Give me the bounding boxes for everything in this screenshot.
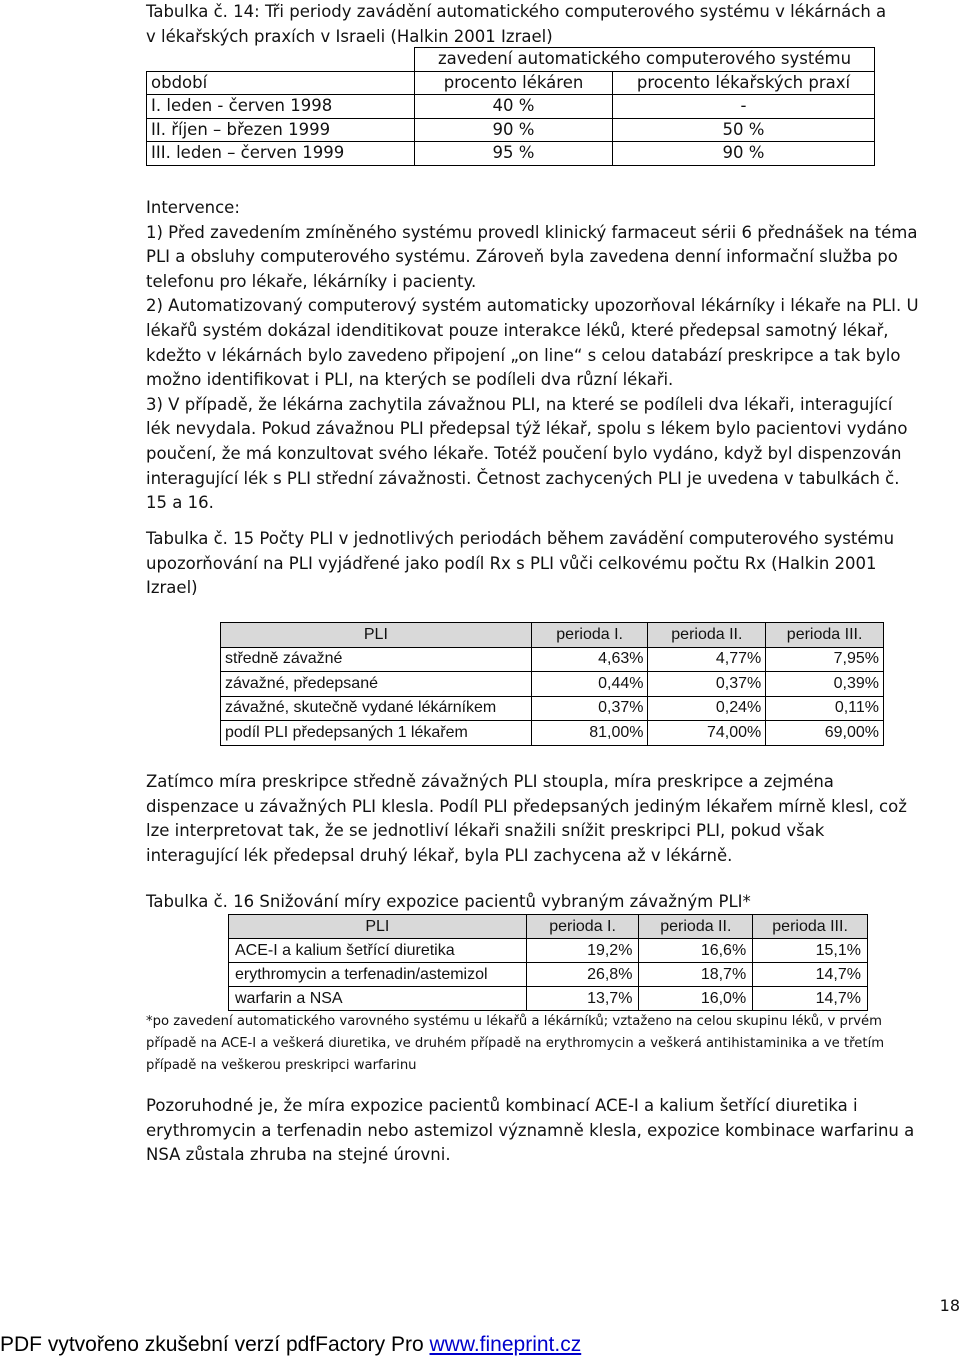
text-line: poučení, že má konzultovat svého lékaře. Totéž poučení bylo vydáno, když byl dispenzován <box>146 443 902 463</box>
table15-cell: 0,39% <box>766 672 884 697</box>
text-line: PLI a obsluhy computerového systému. Zároveň byla zavedena denní informační služba po <box>146 247 898 267</box>
table15-header-cell: perioda I. <box>531 623 648 648</box>
page-number: 18 <box>939 1296 960 1315</box>
table16-cell: 16,6% <box>639 939 753 963</box>
pdf-footer <box>0 1333 581 1357</box>
table16-cell: 18,7% <box>639 963 753 987</box>
table14-cell: I. leden - červen 1998 <box>147 95 415 119</box>
footnote-line: případě na veškerou preskripci warfarinu <box>146 1058 417 1073</box>
table-row <box>147 95 875 119</box>
table14-header-cell: procento lékařských praxí <box>613 71 875 95</box>
table14-title-line: Tabulka č. 14: Tři periody zavádění automatického computerového systému v lékárnách a <box>146 2 887 21</box>
table16 <box>228 914 868 1011</box>
text-line: lékařů systém dokázal idenditikovat pouze interakce léků, které předepsal samotný lékař, <box>146 320 889 340</box>
text-line: 3) V případě, že lékárna zachytila závažnou PLI, na které se podíleli dva lékaři, interagující <box>146 394 893 414</box>
text-line: interagující lék s PLI střední závažnosti. Četnost zachycených PLI je uvedena v tabulkách č. <box>146 468 900 488</box>
table15-cell: 4,77% <box>648 647 766 672</box>
table15-cell: 7,95% <box>766 647 884 672</box>
table14-title-line: v lékařských praxích v Israeli (Halkin 2001 Izrael) <box>146 26 553 46</box>
table14-title <box>146 0 956 49</box>
table16-cell: warfarin a NSA <box>229 987 527 1011</box>
text-line: Intervence: <box>146 198 240 217</box>
table-row <box>221 721 884 746</box>
table14-header-cell: období <box>147 71 415 95</box>
table15-header-cell: PLI <box>221 623 532 648</box>
table14-cell: 95 % <box>415 142 613 166</box>
table16-footnote <box>146 1011 956 1077</box>
intervence-section <box>146 196 956 516</box>
table14 <box>146 47 875 166</box>
table14-group-row <box>147 48 875 72</box>
table14-header-cell: procento lékáren <box>415 71 613 95</box>
table15-header-cell: perioda II. <box>648 623 766 648</box>
table15-cell: 74,00% <box>648 721 766 746</box>
table16-cell: 15,1% <box>753 939 868 963</box>
table15-cell: 0,37% <box>648 672 766 697</box>
table15-cell: závažné, předepsané <box>221 672 532 697</box>
table15-cell: 81,00% <box>531 721 648 746</box>
text-line: Zatímco míra preskripce středně závažných PLI stoupla, míra preskripce a zejména <box>146 772 834 791</box>
text-line: dispenzace u závažných PLI klesla. Podíl PLI předepsaných jediným lékařem mírně klesl, což <box>146 796 907 816</box>
footer-text: PDF vytvořeno zkušební verzí pdfFactory Pro <box>0 1333 430 1356</box>
table16-header-cell: perioda II. <box>639 915 753 939</box>
table16-header-cell: PLI <box>229 915 527 939</box>
table14-group-header: zavedení automatického computerového systému <box>415 48 875 72</box>
table16-cell: 19,2% <box>526 939 639 963</box>
table16-caption <box>146 890 956 914</box>
table15-title-line: Tabulka č. 15 Počty PLI v jednotlivých periodách během zavádění computerového systému <box>146 529 895 548</box>
table-row <box>229 987 868 1011</box>
table15-cell: 0,37% <box>531 696 648 721</box>
table14-cell: II. říjen – březen 1999 <box>147 118 415 142</box>
table14-cell: 90 % <box>613 142 875 166</box>
text-line: lze interpretovat tak, že se jednotliví lékaři snažili snížit preskripci PLI, pokud však <box>146 821 825 840</box>
table15-cell: podíl PLI předepsaných 1 lékařem <box>221 721 532 746</box>
table-row <box>221 672 884 697</box>
table15-cell: 69,00% <box>766 721 884 746</box>
text-line: telefonu pro lékaře, lékárníky i pacienty. <box>146 271 477 291</box>
table16-caption-text: Tabulka č. 16 Snižování míry expozice pacientů vybraným závažným PLI* <box>146 892 751 911</box>
text-line: 15 a 16. <box>146 493 214 513</box>
table14-cell: - <box>613 95 875 119</box>
text-line: 1) Před zavedením zmíněného systému provedl klinický farmaceut sérii 6 přednášek na téma <box>146 222 918 242</box>
table14-cell: 50 % <box>613 118 875 142</box>
footnote-line: *po zavedení automatického varovného systému u lékařů a lékárníků; vztaženo na celou skupinu léků, v prvém <box>146 1014 883 1029</box>
footer-link[interactable]: www.fineprint.cz <box>429 1333 582 1356</box>
text-line: erythromycin a terfenadin nebo astemizol významně klesla, expozice kombinace warfarinu a <box>146 1120 915 1140</box>
table16-cell: 13,7% <box>526 987 639 1011</box>
footnote-line: případě na ACE-I a veškerá diuretika, ve druhém případě na erythromycin a veškerá antihistaminika a ve třetím <box>146 1036 885 1051</box>
table16-cell: 26,8% <box>526 963 639 987</box>
table-row <box>221 696 884 721</box>
table16-cell: 16,0% <box>639 987 753 1011</box>
text-line: 2) Automatizovaný computerový systém automaticky upozorňoval lékárníky i lékaře na PLI. U <box>146 296 919 316</box>
table15-cell: závažné, skutečně vydané lékárníkem <box>221 696 532 721</box>
table15-title-line: Izrael) <box>146 578 198 597</box>
text-line: interagující lék předepsal druhý lékař, byla PLI zachycena až v lékárně. <box>146 845 733 865</box>
text-line: lék nevydala. Pokud závažnou PLI předepsal týž lékař, spolu s lékem bylo pacientovi vydáno <box>146 419 908 439</box>
table15-header-row <box>221 623 884 648</box>
table15-header-cell: perioda III. <box>766 623 884 648</box>
table15-title-line: upozorňování na PLI vyjádřené jako podíl Rx s PLI vůči celkovému počtu Rx (Halkin 2001 <box>146 553 877 573</box>
table-row <box>229 963 868 987</box>
table-row <box>147 142 875 166</box>
table15-cell: 4,63% <box>531 647 648 672</box>
table-row <box>229 939 868 963</box>
table15-cell: 0,24% <box>648 696 766 721</box>
text-line: kdežto v lékárnách bylo zavedeno připojení „on line“ s celou databází preskripce a tak bylo <box>146 345 901 365</box>
table16-header-row <box>229 915 868 939</box>
table15-title <box>146 527 956 601</box>
table15-cell: středně závažné <box>221 647 532 672</box>
table15 <box>220 622 884 746</box>
text-line: NSA zůstala zhruba na stejné úrovni. <box>146 1145 451 1164</box>
table-row <box>221 647 884 672</box>
paragraph-after-table15 <box>146 770 956 868</box>
table15-cell: 0,44% <box>531 672 648 697</box>
table14-cell: 90 % <box>415 118 613 142</box>
table16-cell: ACE-I a kalium šetřící diuretika <box>229 939 527 963</box>
table16-header-cell: perioda III. <box>753 915 868 939</box>
table15-cell: 0,11% <box>766 696 884 721</box>
table16-header-cell: perioda I. <box>526 915 639 939</box>
table16-cell: 14,7% <box>753 987 868 1011</box>
text-line: možno identifikovat i PLI, na kterých se podíleli dva různí lékaři. <box>146 370 674 390</box>
table14-cell: 40 % <box>415 95 613 119</box>
paragraph-after-table16 <box>146 1094 956 1168</box>
table16-cell: 14,7% <box>753 963 868 987</box>
table14-header-row <box>147 71 875 95</box>
text-line: Pozoruhodné je, že míra expozice pacientů kombinací ACE-I a kalium šetřící diuretika i <box>146 1096 858 1115</box>
table-row <box>147 118 875 142</box>
table16-cell: erythromycin a terfenadin/astemizol <box>229 963 527 987</box>
table14-cell: III. leden – červen 1999 <box>147 142 415 166</box>
